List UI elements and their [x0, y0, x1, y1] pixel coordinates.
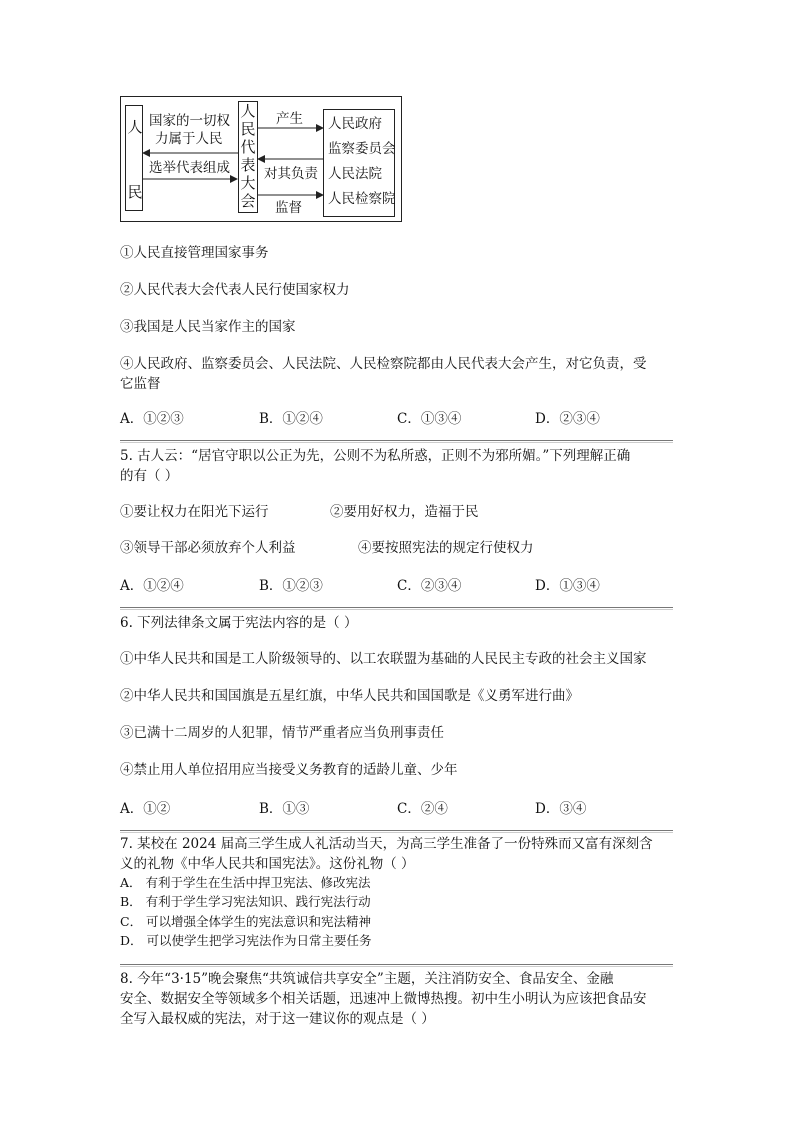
q4-option-1: ①人民直接管理国家事务: [120, 245, 269, 261]
q6-choice-c[interactable]: C．②④: [397, 801, 448, 817]
organ-government: 人民政府: [328, 116, 382, 132]
state-organs-box: [323, 109, 395, 217]
q5-choice-d[interactable]: D．①③④: [535, 578, 600, 594]
q7-option-c[interactable]: C． 可以增强全体学生的宪法意识和宪法精神: [120, 914, 372, 929]
q5-option-3: ③领导干部必须放弃个人利益: [120, 540, 296, 556]
q6-choice-a[interactable]: A．①②: [120, 801, 171, 817]
q4-choice-d[interactable]: D．②③④: [535, 411, 600, 427]
q7-option-b[interactable]: B． 有利于学生学习宪法知识、践行宪法行动: [120, 894, 371, 909]
divider: [120, 830, 673, 833]
q4-option-4: ④人民政府、监察委员会、人民法院、人民检察院都由人民代表大会产生，对它负责，受: [120, 356, 647, 372]
q5-option-2: ②要用好权力，造福于民: [330, 504, 479, 520]
q6-option-3: ③已满十二周岁的人犯罪，情节严重者应当负刑事责任: [120, 725, 444, 741]
q5-option-4: ④要按照宪法的规定行使权力: [358, 540, 534, 556]
q5-choice-b[interactable]: B．①②③: [259, 578, 323, 594]
label-power-1: 国家的一切权: [149, 113, 230, 129]
q5-choice-a[interactable]: A．①②④: [120, 578, 184, 594]
label-supervise: 监督: [275, 200, 302, 216]
q4-choice-c[interactable]: C．①③④: [397, 411, 462, 427]
q5-stem-line2: 的有（ ）: [120, 468, 179, 484]
people-char-1: 人: [127, 118, 143, 136]
q4-choice-b[interactable]: B．①②④: [259, 411, 323, 427]
q6-option-1: ①中华人民共和国是工人阶级领导的、以工农联盟为基础的人民民主专政的社会主义国家: [120, 651, 647, 667]
people-char-2: 民: [127, 183, 143, 201]
congress-box: [238, 101, 258, 213]
organ-supervision: 监察委员会: [328, 141, 396, 157]
q5-stem-line1: 5. 古人云：“居官守职以公正为先，公则不为私所惑，正则不为邪所媚。”下列理解正确: [120, 448, 631, 464]
q4-option-2: ②人民代表大会代表人民行使国家权力: [120, 282, 350, 298]
congress-char-6: 会: [240, 192, 256, 210]
q4-option-4-cont: 它监督: [120, 376, 161, 392]
q6-option-2: ②中华人民共和国国旗是五星红旗，中华人民共和国国歌是《义勇军进行曲》: [120, 688, 579, 704]
congress-char-2: 民: [240, 120, 256, 138]
label-power-2: 力属于人民: [155, 131, 223, 147]
label-produce: 产生: [276, 111, 303, 127]
label-responsible: 对其负责: [264, 166, 318, 182]
q8-stem-line2: 安全、数据安全等领域多个相关话题，迅速冲上微博热搜。初中生小明认为应该把食品安: [120, 991, 647, 1007]
q4-choice-a[interactable]: A．①②③: [120, 411, 184, 427]
power-structure-diagram: [120, 96, 402, 222]
q7-option-d[interactable]: D． 可以使学生把学习宪法作为日常主要任务: [120, 933, 372, 948]
congress-char-5: 大: [240, 174, 256, 192]
label-elect: 选举代表组成: [149, 160, 230, 176]
divider: [120, 964, 673, 967]
organ-procuratorate: 人民检察院: [328, 191, 396, 207]
organ-court: 人民法院: [328, 166, 382, 182]
q5-choice-c[interactable]: C．②③④: [397, 578, 462, 594]
q8-stem-line1: 8. 今年“3·15”晚会聚焦“共筑诚信共享安全”主题，关注消防安全、食品安全、金融: [120, 971, 614, 987]
q6-choice-b[interactable]: B．①③: [259, 801, 310, 817]
q6-choice-d[interactable]: D．③④: [535, 801, 587, 817]
congress-char-1: 人: [240, 102, 256, 120]
people-box: [125, 105, 143, 211]
q7-stem-line2: 义的礼物《中华人民共和国宪法》。这份礼物（ ）: [120, 856, 415, 872]
q6-option-4: ④禁止用人单位招用应当接受义务教育的适龄儿童、少年: [120, 762, 458, 778]
q8-stem-line3: 全写入最权威的宪法，对于这一建议你的观点是（ ）: [120, 1011, 435, 1027]
q4-option-3: ③我国是人民当家作主的国家: [120, 319, 296, 335]
congress-char-3: 代: [240, 138, 256, 156]
q7-stem-line1: 7. 某校在 2024 届高三学生成人礼活动当天，为高三学生准备了一份特殊而又富有深刻含: [120, 836, 653, 852]
q6-stem: 6. 下列法律条文属于宪法内容的是（ ）: [120, 615, 358, 631]
q7-option-a[interactable]: A． 有利于学生在生活中捍卫宪法、修改宪法: [120, 875, 371, 890]
congress-char-4: 表: [240, 156, 256, 174]
divider: [120, 440, 673, 443]
divider: [120, 607, 673, 610]
q5-option-1: ①要让权力在阳光下运行: [120, 504, 269, 520]
